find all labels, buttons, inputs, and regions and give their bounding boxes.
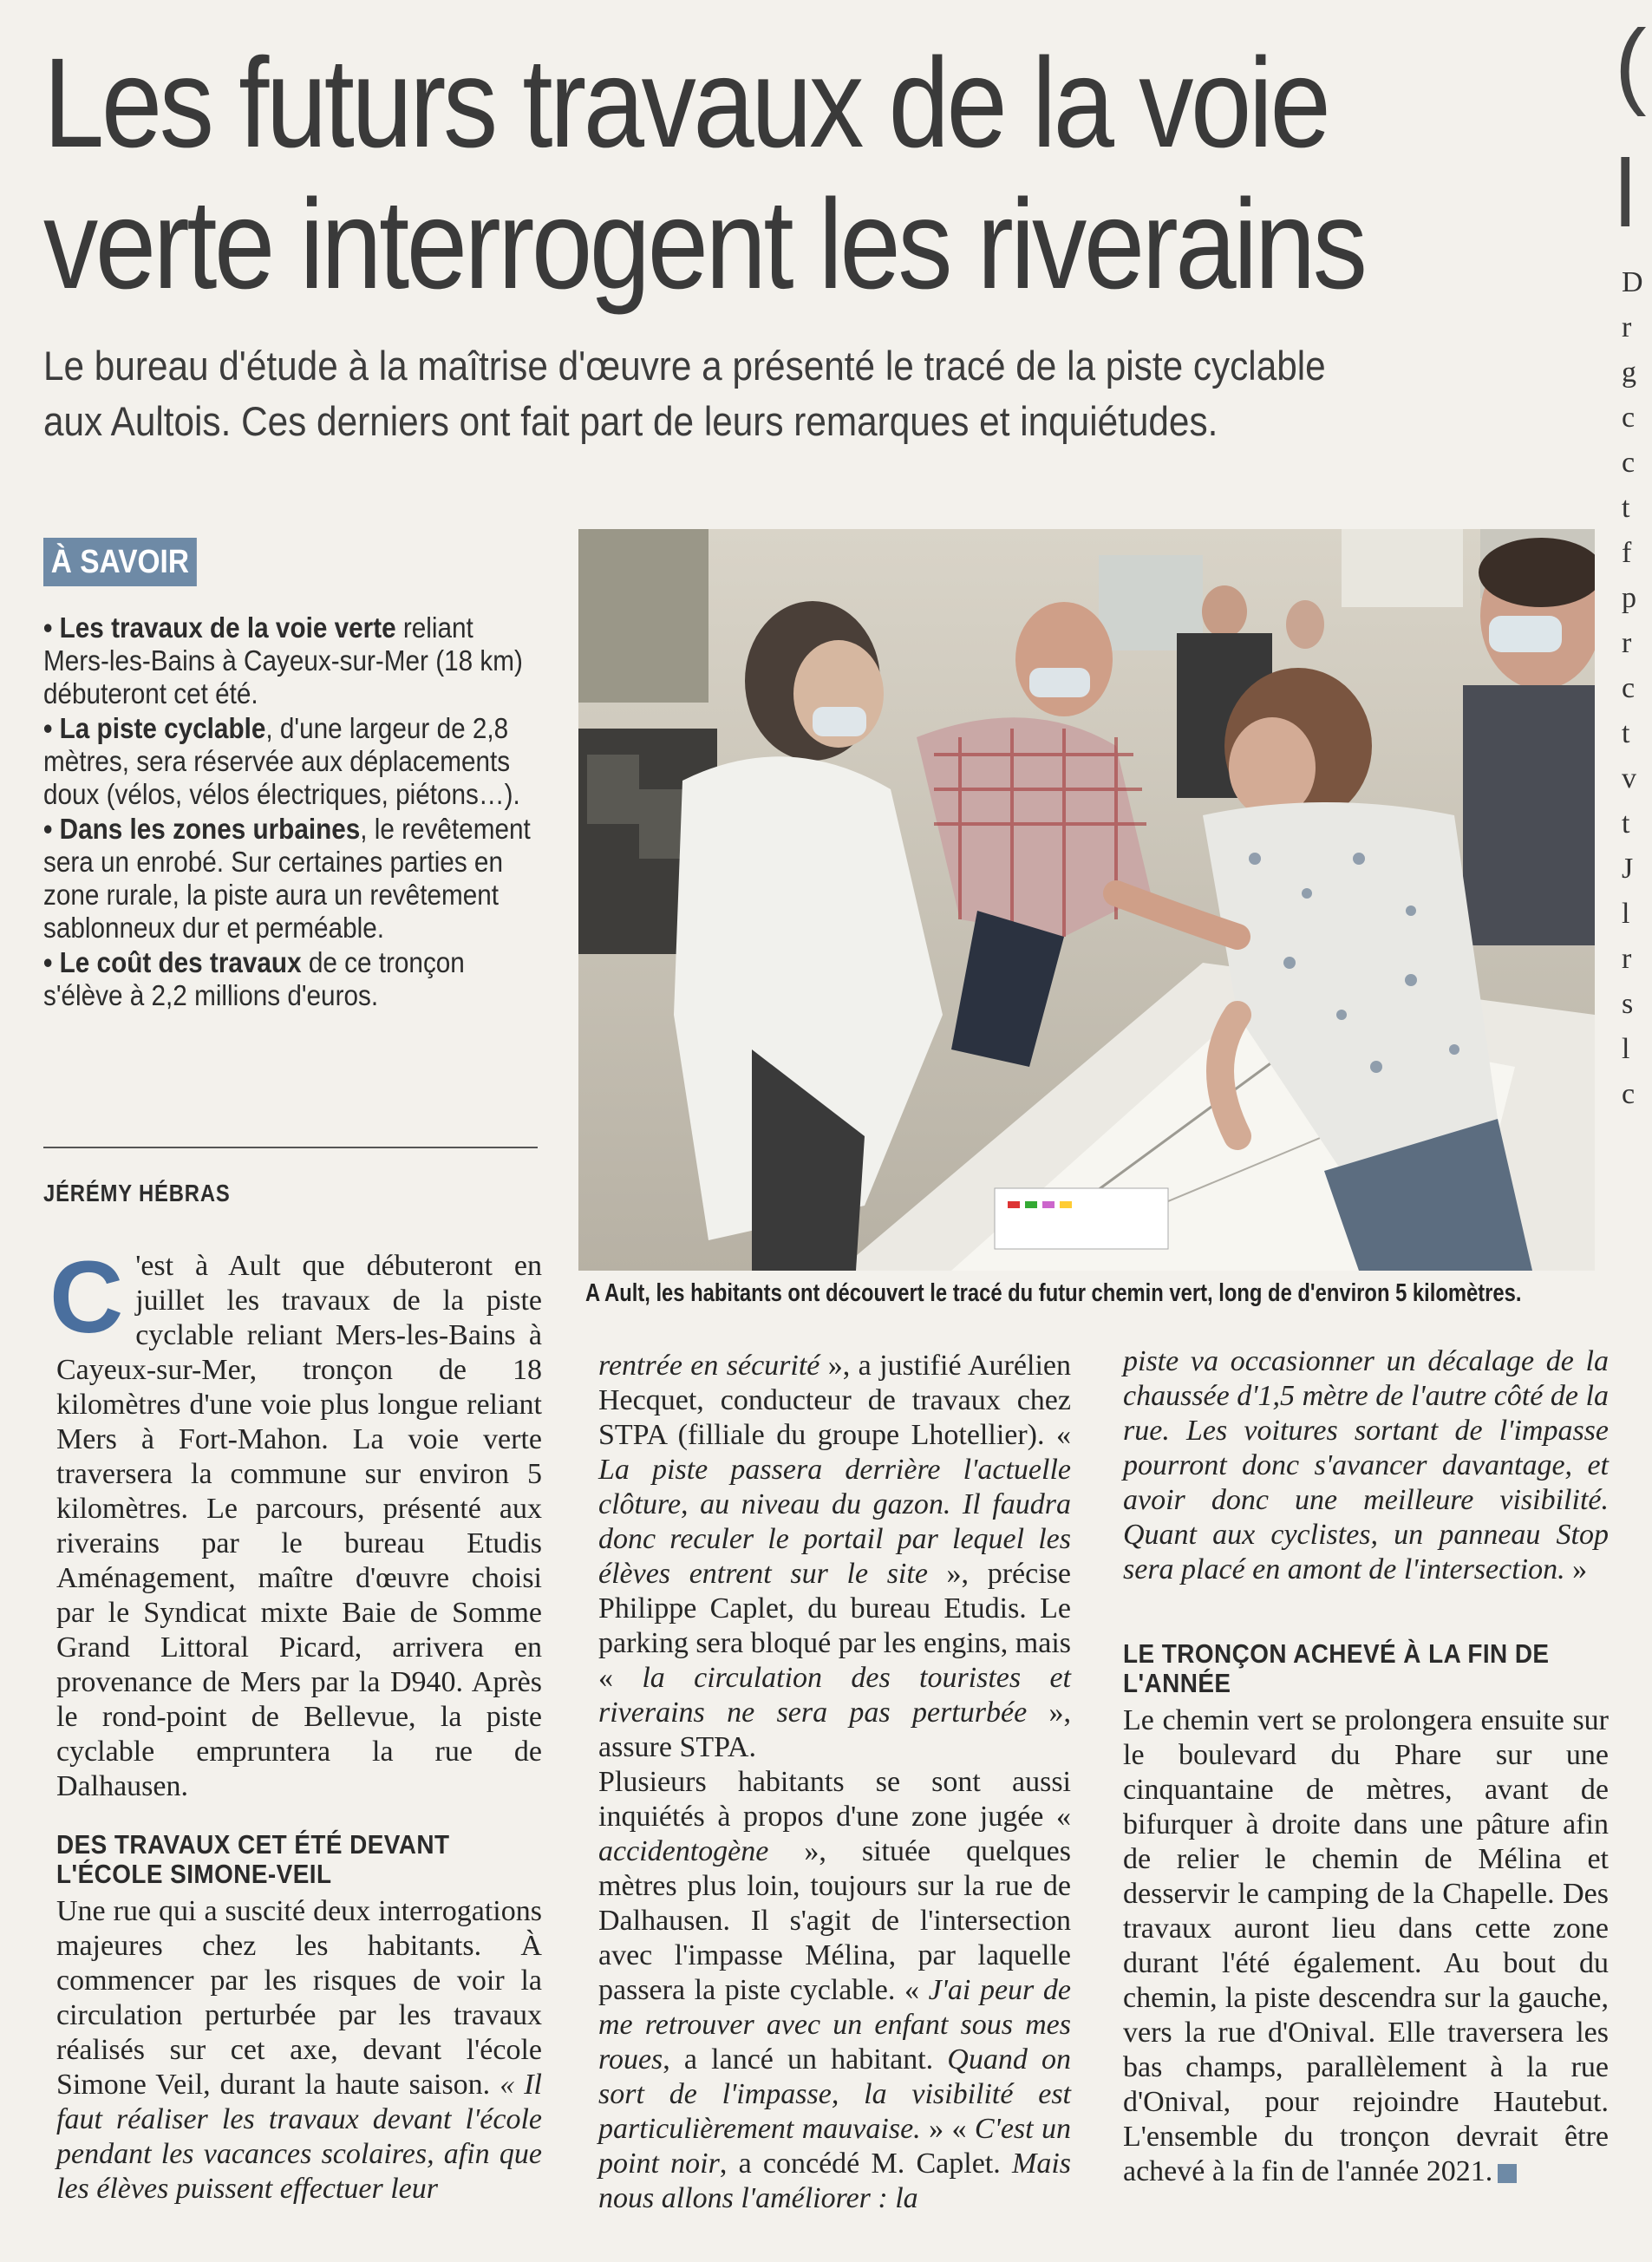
paragraph: piste va occasionner un décalage de la chaussée d'1,5 mètre de l'autre côté de la rue. Les voitures sortant de l'impasse pourront donc s'avancer davantage, et avoir donc une meilleure visibilité. Quant aux cyclistes, un panneau Stop sera placé en amont de l'intersection. » <box>1123 1345 1609 1585</box>
subhead: DES TRAVAUX CET ÉTÉ DEVANT L'ÉCOLE SIMONE-VEIL <box>56 1829 450 1889</box>
headline <box>43 32 1365 316</box>
savoir-box <box>43 611 535 1014</box>
paragraph: Le chemin vert se prolongera ensuite sur le boulevard du Phare sur une cinquantaine de mètres, avant de bifurquer à droite dans une pâture afin de relier le chemin de Mélina et desservir le camping de la Chapelle. Des travaux auront lieu dans cette zone durant l'été également. Au bout du chemin, la piste descendra sur la gauche, vers la rue d'Onival. Elle traversera les bas champs, parallèlement à la rue d'Onival, pour rejoindre Hautebut. L'ensemble du tronçon devrait être achevé à la fin de l'année 2021. <box>1123 1704 1609 2187</box>
savoir-item: • Les travaux de la voie verte reliant Mers-les-Bains à Cayeux-sur-Mer (18 km) débuteront cet été. <box>43 611 523 709</box>
standfirst <box>43 338 1370 449</box>
byline: JÉRÉMY HÉBRAS <box>43 1180 231 1206</box>
photo-caption: A Ault, les habitants ont découvert le tracé du futur chemin vert, long de d'environ 5 kilomètres. <box>585 1279 1522 1307</box>
headline-line-2: verte interrogent les riverains <box>43 173 1365 316</box>
article-column-1 <box>49 1240 542 2206</box>
article-column-3 <box>1123 1344 1609 2189</box>
headline-line-1: Les futurs travaux de la voie <box>43 32 1329 174</box>
savoir-item: • La piste cyclable, d'une largeur de 2,8 mètres, sera réservée aux déplacements doux (vélos, vélos électriques, piétons…). <box>43 712 520 810</box>
paragraph: Une rue qui a suscité deux interrogations majeures chez les habitants. À commencer par les risques de voir la circulation perturbée par les travaux réalisés sur cet axe, devant l'école Simone Veil, durant la haute saison. « Il faut réaliser les travaux devant l'école pendant les vacances scolaires, afin que les élèves puissent effectuer leur <box>56 1895 542 2205</box>
article-photo <box>578 529 1595 1271</box>
paragraph: rentrée en sécurité », a justifié Aurélien Hecquet, conducteur de travaux chez STPA (filliale du groupe Lhotellier). « La piste passera derrière l'actuelle clôture, au niveau du gazon. Il faudra donc reculer le portail par lequel les élèves entrent sur le site », précise Philippe Caplet, du bureau Etudis. Le parking sera bloqué par les engins, mais « la circulation des touristes et riverains ne sera pas perturbée », assure STPA. <box>598 1350 1072 1763</box>
paragraph: C 'est à Ault que débuteront en juillet les travaux de la piste cyclable reliant Mers-les-Bains à Cayeux-sur-Mer, tronçon de 18 kilomètres d'une voie plus longue reliant Mers à Fort-Mahon. La voie verte traversera la commune sur environ 5 kilomètres. Le parcours, présenté aux riverains par le bureau Etudis Aménagement, maître d'œuvre choisi par le Syndicat mixte Baie de Somme Grand Littoral Picard, arrivera en provenance de Mers par la D940. Après le rond-point de Bellevue, la piste cyclable empruntera la rue de Dalhausen. <box>49 1240 542 1802</box>
savoir-item: • Le coût des travaux de ce tronçon s'élève à 2,2 millions d'euros. <box>43 946 465 1011</box>
adjacent-column-edge: ( l D r g c c t f p r c t v t J l r s l c <box>1615 10 1647 1110</box>
paragraph: Plusieurs habitants se sont aussi inquiétés à propos d'une zone jugée « accidentogène », située quelques mètres plus loin, toujours sur la rue de Dalhausen. Il s'agit de l'intersection avec l'impasse Mélina, par laquelle passera la piste cyclable. « J'ai peur de me retrouver avec un enfant sous mes roues, a lancé un habitant. Quand on sort de l'impasse, la visibilité est particulièrement mauvaise. » « C'est un point noir, a concédé M. Caplet. Mais nous allons l'améliorer : la <box>598 1766 1072 2214</box>
separator-rule <box>43 1147 538 1148</box>
savoir-item: • Dans les zones urbaines, le revêtement sera un enrobé. Sur certaines parties en zone rurale, la piste aura un revêtement sablonneux dur et perméable. <box>43 813 531 944</box>
standfirst-line-1: Le bureau d'étude à la maîtrise d'œuvre a présenté le tracé de la piste cyclable <box>43 343 1326 389</box>
article-column-2 <box>598 1349 1071 2216</box>
savoir-tag: À SAVOIR <box>43 538 197 586</box>
standfirst-line-2: aux Aultois. Ces derniers ont fait part de leurs remarques et inquiétudes. <box>43 398 1218 444</box>
drop-cap: C <box>49 1240 124 1355</box>
end-mark-icon <box>1498 2164 1517 2183</box>
subhead: LE TRONÇON ACHEVÉ À LA FIN DE L'ANNÉE <box>1123 1638 1550 1698</box>
